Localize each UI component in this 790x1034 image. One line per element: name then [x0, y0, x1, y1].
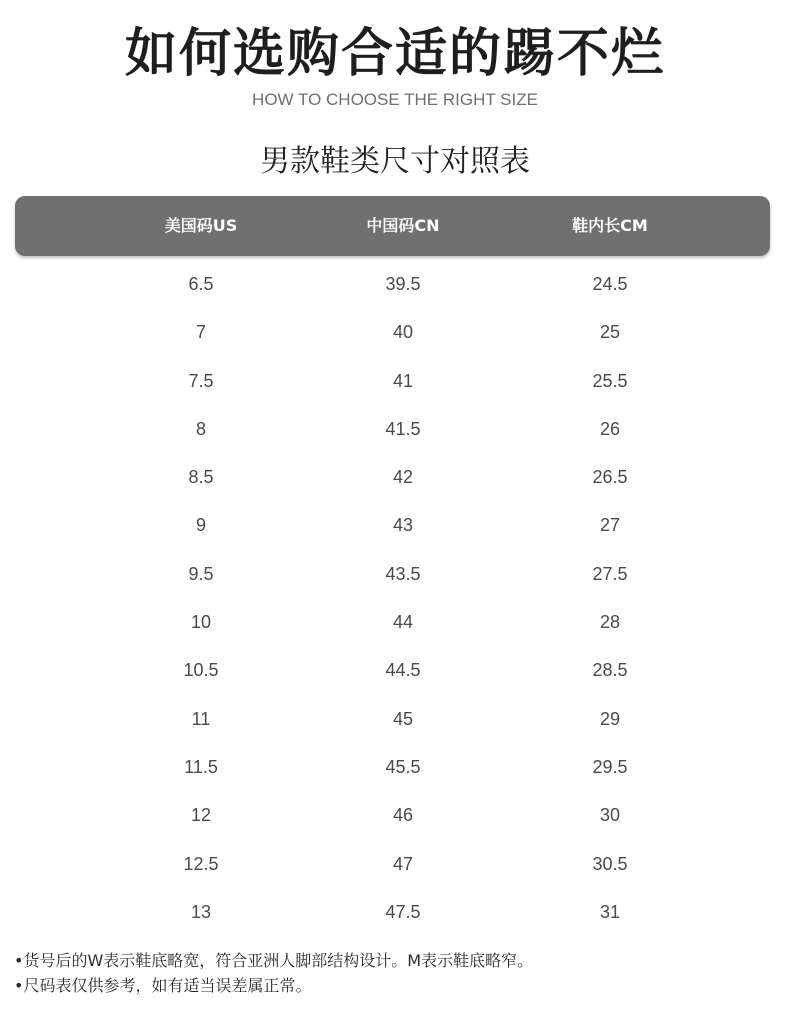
cell-us-size: 8.5	[188, 467, 214, 488]
cell-cm-length: 25	[599, 322, 621, 343]
cell-cm-length: 27.5	[592, 563, 628, 584]
cell-cn-size: 42	[392, 467, 414, 488]
size-table-header	[15, 196, 770, 256]
column-header-us: 美国码US	[164, 216, 238, 235]
cell-cn-size: 41.5	[385, 418, 421, 439]
cell-cn-size: 41	[392, 370, 414, 391]
cell-us-size: 9	[195, 515, 206, 536]
cell-us-size: 12.5	[183, 853, 219, 874]
cell-cn-size: 43.5	[385, 563, 421, 584]
cell-cm-length: 30.5	[592, 853, 628, 874]
cell-cn-size: 47.5	[385, 901, 421, 922]
cell-cn-size: 44.5	[385, 660, 421, 681]
table-row	[15, 405, 770, 453]
table-row	[15, 550, 770, 598]
cell-cm-length: 26.5	[592, 467, 628, 488]
cell-cn-size: 40	[392, 322, 414, 343]
cell-cn-size: 39.5	[385, 274, 421, 294]
cell-cn-size: 45.5	[385, 756, 421, 777]
cell-cm-length: 25.5	[592, 370, 628, 391]
cell-us-size: 7	[195, 322, 206, 343]
cell-cn-size: 45	[392, 708, 414, 729]
cell-cm-length: 24.5	[592, 274, 628, 294]
cell-cm-length: 31	[599, 901, 621, 922]
cell-cm-length: 28.5	[592, 660, 628, 681]
note-width-explanation: •货号后的W表示鞋底略宽，符合亚洲人脚部结构设计。M表示鞋底略窄。	[14, 951, 534, 970]
table-row	[15, 791, 770, 839]
subtitle-english: HOW TO CHOOSE THE RIGHT SIZE	[252, 90, 538, 109]
column-header-cn: 中国码CN	[366, 216, 440, 235]
cell-us-size: 12	[190, 805, 212, 826]
note-reference-disclaimer: •尺码表仅供参考，如有适当误差属正常。	[14, 976, 312, 995]
cell-cn-size: 47	[392, 853, 414, 874]
table-row	[15, 308, 770, 356]
table-row	[15, 357, 770, 405]
table-row	[15, 501, 770, 549]
table-row	[15, 453, 770, 501]
column-header-cm: 鞋内长CM	[572, 216, 648, 235]
cell-us-size: 13	[190, 901, 212, 922]
cell-cm-length: 30	[599, 805, 621, 826]
table-row	[15, 695, 770, 743]
cell-us-size: 11	[191, 708, 211, 729]
cell-cn-size: 46	[392, 805, 414, 826]
main-title: 如何选购合适的踢不烂	[124, 24, 665, 84]
cell-cm-length: 26	[599, 418, 621, 439]
cell-cn-size: 44	[392, 612, 414, 633]
cell-cm-length: 29	[599, 708, 621, 729]
table-row	[15, 260, 770, 308]
table-row	[15, 598, 770, 646]
cell-us-size: 7.5	[188, 370, 214, 391]
cell-us-size: 11.5	[184, 756, 218, 777]
cell-cn-size: 43	[392, 515, 414, 536]
cell-us-size: 9.5	[188, 563, 214, 584]
size-table-body	[15, 260, 770, 936]
table-row	[15, 840, 770, 888]
cell-cm-length: 29.5	[592, 756, 628, 777]
size-table-title: 男款鞋类尺寸对照表	[260, 144, 530, 179]
cell-us-size: 10	[190, 612, 212, 633]
cell-us-size: 10.5	[183, 660, 219, 681]
table-row	[15, 888, 770, 936]
table-row	[15, 646, 770, 694]
cell-us-size: 8	[195, 418, 206, 439]
cell-us-size: 6.5	[188, 274, 214, 294]
footnotes	[14, 948, 774, 998]
table-row	[15, 743, 770, 791]
cell-cm-length: 28	[599, 612, 621, 633]
cell-cm-length: 27	[599, 515, 621, 536]
